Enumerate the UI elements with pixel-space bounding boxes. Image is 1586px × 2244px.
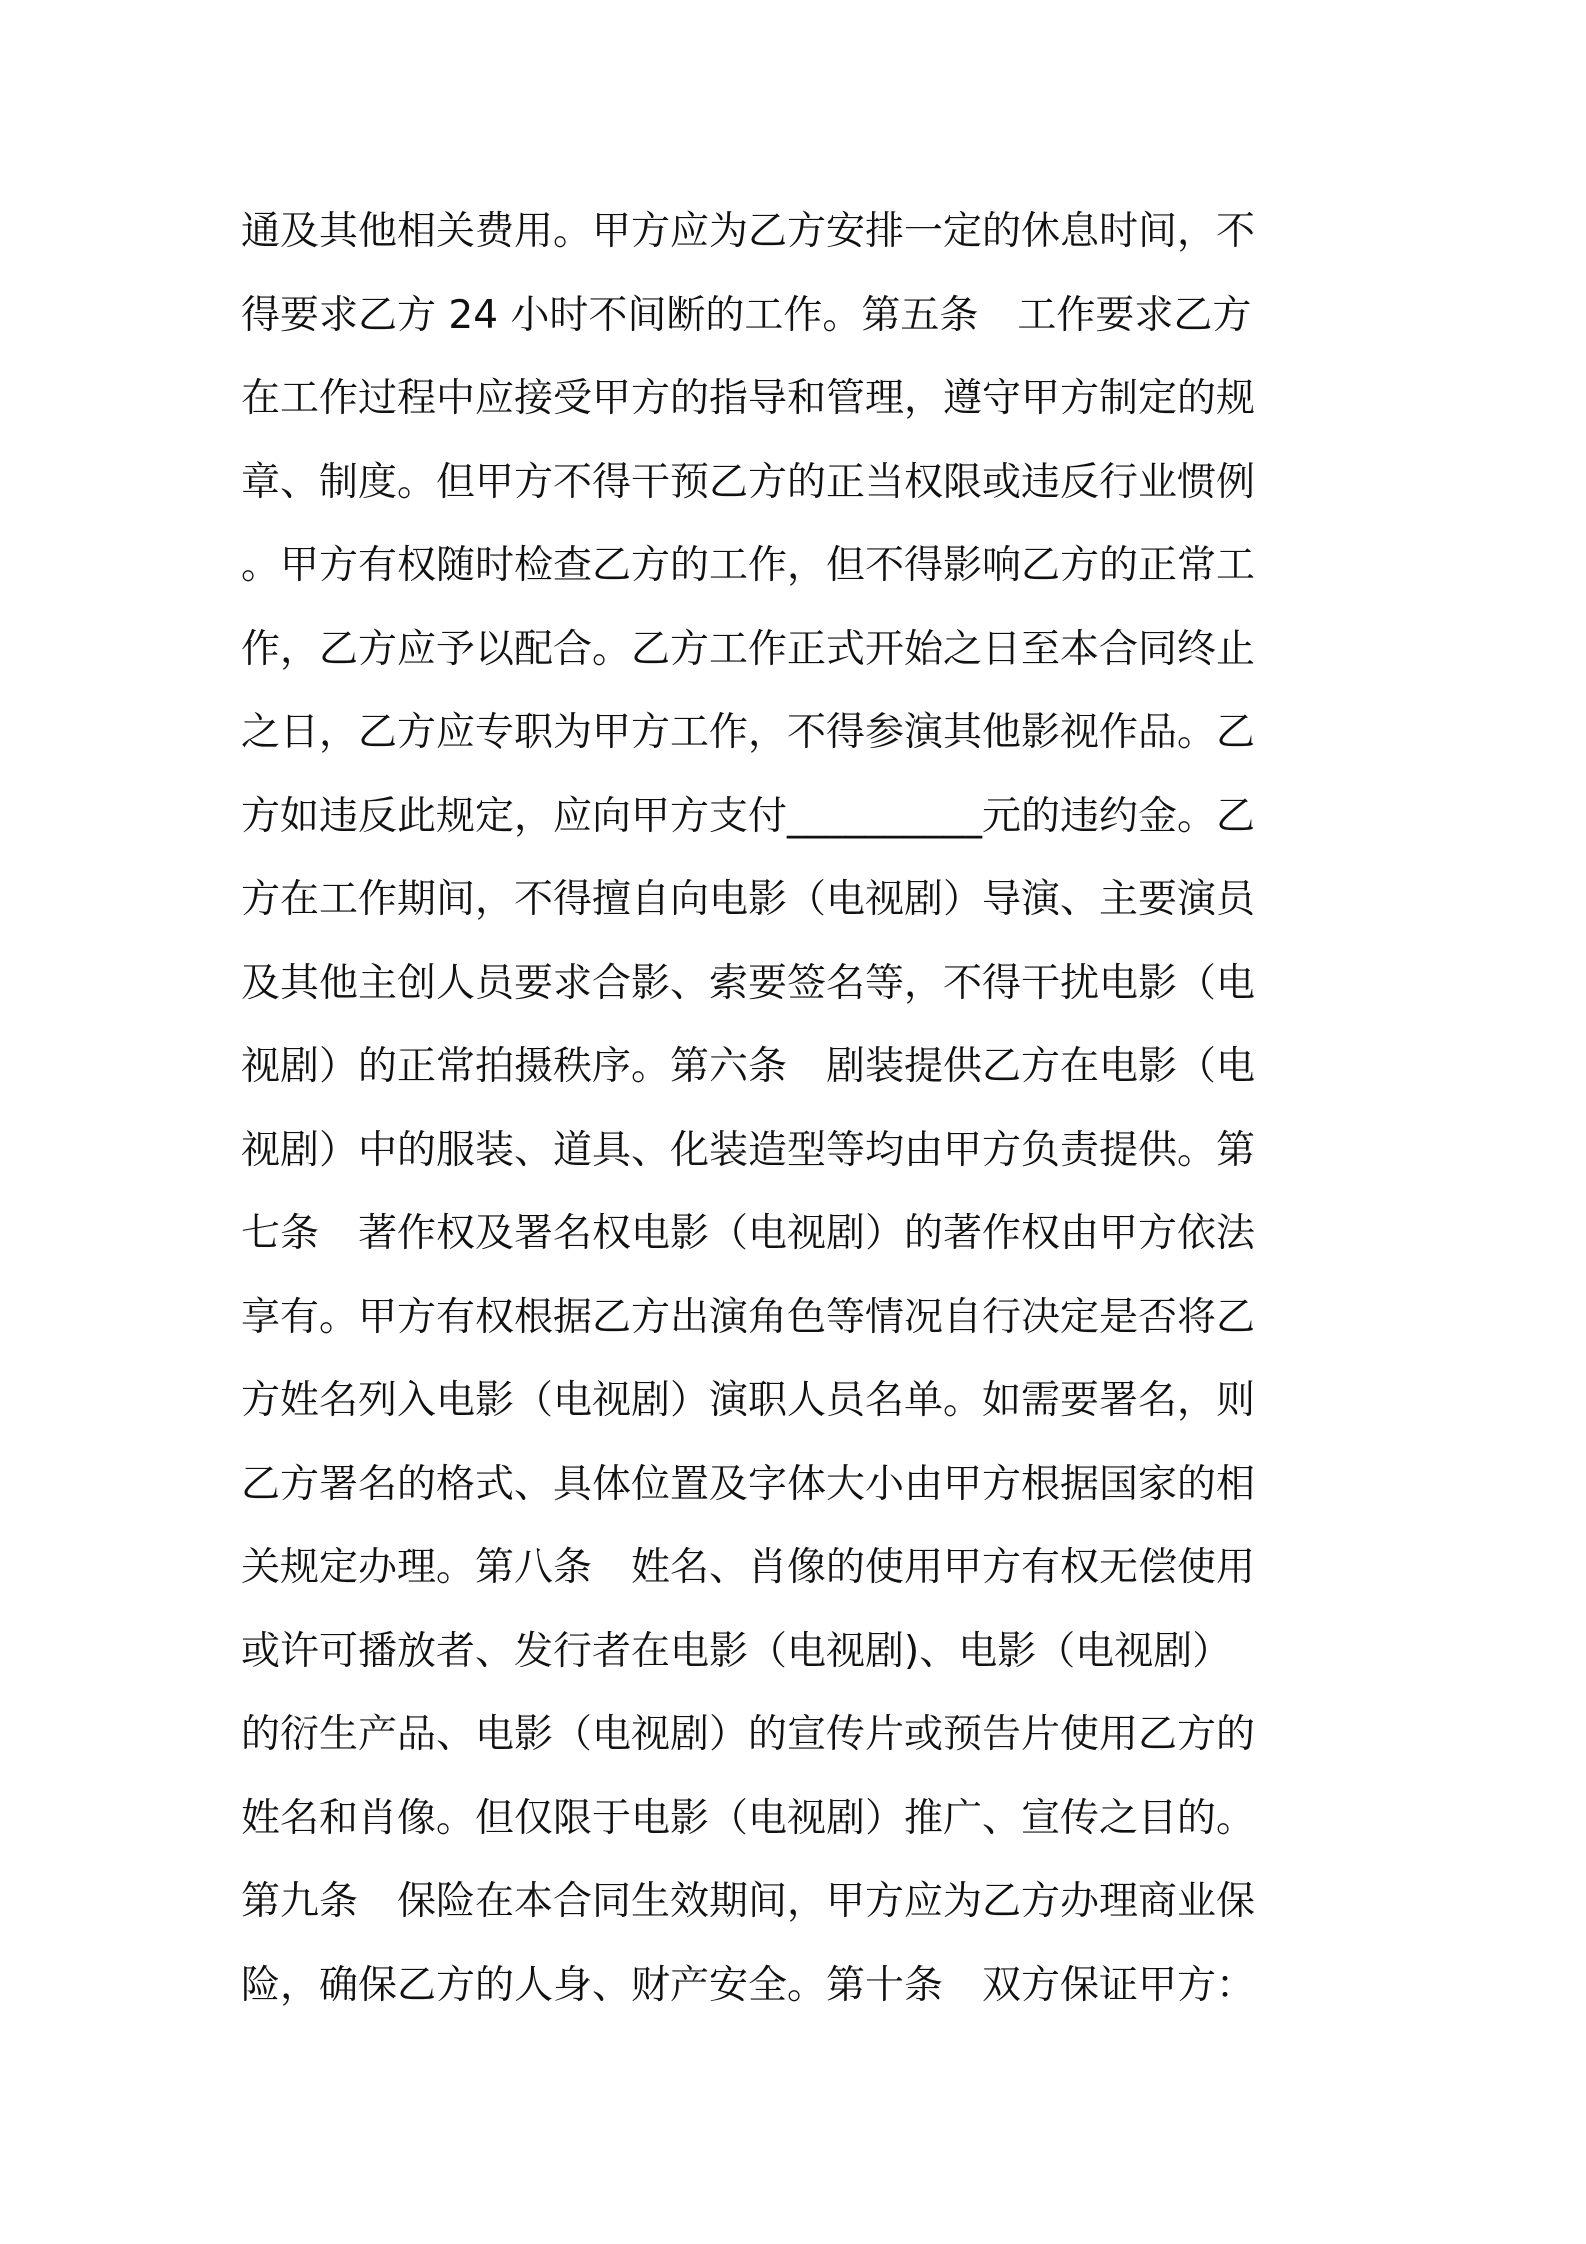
text-line: 享有。甲方有权根据乙方出演角色等情况自行决定是否将乙 [241, 1294, 1256, 1340]
text-line: 七条 著作权及署名权电影（电视剧）的著作权由甲方依法 [241, 1211, 1256, 1256]
text-line: 及其他主创人员要求合影、索要签名等，不得干扰电影（电 [241, 960, 1256, 1006]
text-line: 视剧）的正常拍摄秩序。第六条 剧装提供乙方在电影（电 [241, 1044, 1256, 1089]
text-line: 的衍生产品、电影（电视剧）的宣传片或预告片使用乙方的 [241, 1712, 1256, 1757]
text-line: 险，确保乙方的人身、财产安全。第十条 双方保证甲方： [241, 1962, 1256, 2008]
text-line: 关规定办理。第八条 姓名、肖像的使用甲方有权无偿使用 [241, 1545, 1256, 1590]
text-line: 第九条 保险在本合同生效期间，甲方应为乙方办理商业保 [241, 1879, 1256, 1924]
text-line: 作，乙方应予以配合。乙方工作正式开始之日至本合同终止 [241, 626, 1256, 672]
text-line: 姓名和肖像。但仅限于电影（电视剧）推广、宣传之目的。 [241, 1795, 1256, 1841]
contract-body-text [241, 190, 1361, 2027]
text-line: 在工作过程中应接受甲方的指导和管理，遵守甲方制定的规 [241, 376, 1256, 421]
text-line: 视剧）中的服装、道具、化装造型等均由甲方负责提供。第 [241, 1127, 1256, 1173]
text-line: 章、制度。但甲方不得干预乙方的正当权限或违反行业惯例 [241, 459, 1256, 505]
text-line: 方姓名列入电影（电视剧）演职人员名单。如需要署名，则 [241, 1378, 1256, 1423]
text-line: 方如违反此规定，应向甲方支付__________元的违约金。乙 [241, 793, 1256, 839]
text-line: 得要求乙方 24 小时不间断的工作。第五条 工作要求乙方 [241, 292, 1252, 338]
text-line: 通及其他相关费用。甲方应为乙方安排一定的休息时间，不 [241, 209, 1256, 254]
text-line: 。甲方有权随时检查乙方的工作，但不得影响乙方的正常工 [241, 543, 1256, 588]
text-line: 之日，乙方应专职为甲方工作，不得参演其他影视作品。乙 [241, 710, 1256, 755]
text-line: 方在工作期间，不得擅自向电影（电视剧）导演、主要演员 [241, 877, 1256, 922]
text-line: 或许可播放者、发行者在电影（电视剧)、电影（电视剧） [241, 1628, 1232, 1674]
text-line: 乙方署名的格式、具体位置及字体大小由甲方根据国家的相 [241, 1461, 1256, 1507]
